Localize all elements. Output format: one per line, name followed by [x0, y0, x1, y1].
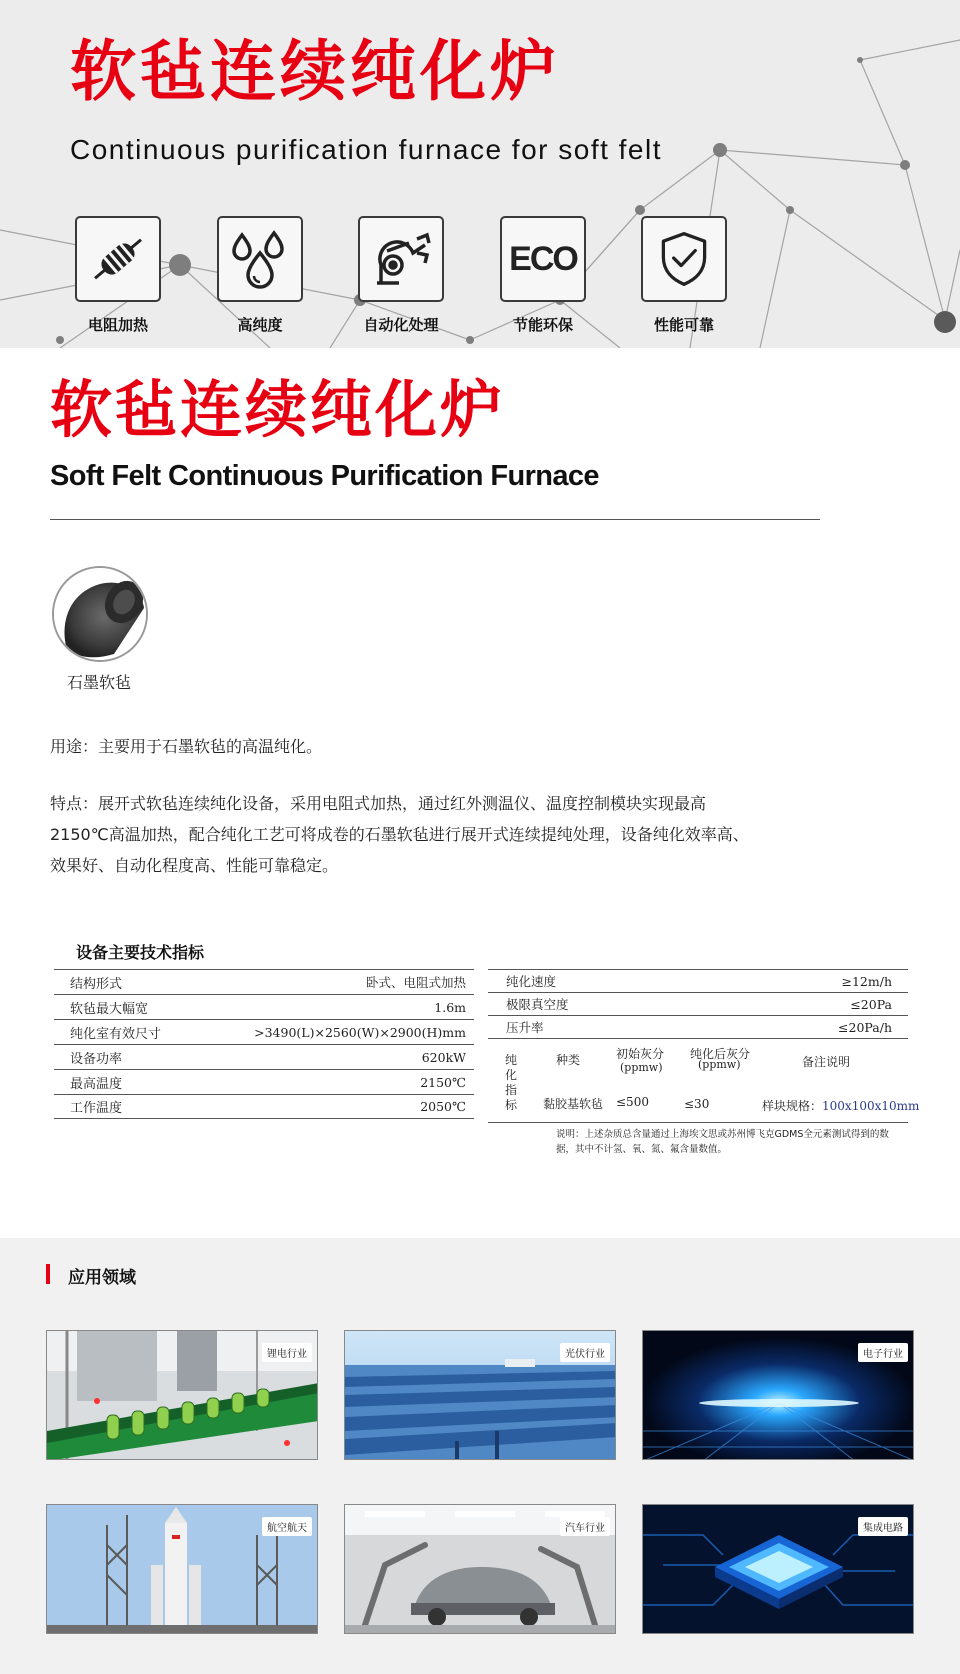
spec-label: 最高温度 — [70, 1076, 123, 1092]
banner-subtitle: Continuous purification furnace for soft felt — [70, 134, 663, 165]
specs-note-line: 说明：上述杂质总含量通过上海埃文思或苏州博飞克GDMS全元素测试得到的数 — [556, 1129, 889, 1140]
feature-label: 高纯度 — [237, 316, 283, 334]
table-row — [54, 1019, 474, 1044]
purity-label-char: 指 — [504, 1083, 517, 1097]
feature-label: 性能可靠 — [653, 316, 714, 334]
purity-label-char: 标 — [504, 1098, 517, 1112]
table-row — [54, 969, 474, 994]
usage-text: 用途：主要用于石墨软毡的高温纯化。 — [50, 737, 323, 756]
spec-label: 设备功率 — [70, 1051, 123, 1067]
features-text-line-2: 2150℃高温加热，配合纯化工艺可将成卷的石墨软毡进行展开式连续提纯处理，设备纯化效率高、 — [50, 825, 749, 844]
specs-table-right — [488, 969, 920, 1123]
table-row — [54, 1094, 474, 1119]
spec-label: 压升率 — [506, 1020, 544, 1035]
row-note-prefix: 样块规格： — [762, 1099, 823, 1113]
app-card-aerospace[interactable] — [46, 1504, 318, 1634]
spec-label: 结构形式 — [70, 976, 123, 992]
spec-value: 2150℃ — [420, 1074, 466, 1090]
col-after-unit: (ppmw) — [698, 1058, 741, 1071]
feature-label: 自动化处理 — [363, 316, 439, 334]
applications-section — [0, 1238, 960, 1674]
table-row — [488, 1015, 908, 1038]
spec-value: ≥12m/h — [841, 973, 892, 989]
purity-index-block — [488, 1038, 920, 1123]
shield-check-icon — [641, 216, 727, 302]
product-title: 软毡连续纯化炉 — [50, 373, 506, 446]
hero-banner — [0, 0, 960, 348]
table-row — [54, 1069, 474, 1094]
row-note — [762, 1097, 919, 1114]
feature-high-purity — [200, 216, 320, 335]
section-accent-bar — [46, 1264, 50, 1284]
features-text-line-1: 特点：展开式软毡连续纯化设备，采用电阻式加热，通过红外测温仪、温度控制模块实现最高 — [50, 794, 707, 813]
spec-label: 纯化室有效尺寸 — [70, 1026, 162, 1042]
graphite-felt-image — [52, 566, 148, 662]
row-note-value: 100x100x10mm — [822, 1099, 920, 1113]
spec-value: ≤20Pa — [850, 996, 892, 1012]
col-initial: 初始灰分 — [616, 1047, 665, 1061]
app-tag: 汽车行业 — [560, 1517, 610, 1536]
spec-value: >3490(L)×2560(W)×2900(H)mm — [254, 1024, 466, 1040]
purity-index-label — [504, 1053, 518, 1113]
table-row — [54, 1044, 474, 1069]
spec-value: 卧式、电阻式加热 — [365, 975, 466, 990]
app-tag: 锂电行业 — [262, 1343, 312, 1362]
col-note: 备注说明 — [802, 1055, 851, 1069]
spec-label: 软毡最大幅宽 — [70, 1001, 149, 1017]
app-tag: 集成电路 — [858, 1517, 908, 1536]
app-card-ic[interactable] — [642, 1504, 914, 1634]
row-type: 黏胶基软毡 — [543, 1097, 604, 1111]
features-text-line-3: 效果好、自动化程度高、性能可靠稳定。 — [50, 856, 339, 875]
app-card-photovoltaic[interactable] — [344, 1330, 616, 1460]
divider — [50, 519, 820, 520]
app-tag: 光伏行业 — [560, 1343, 610, 1362]
col-after: 纯化后灰分 — [690, 1047, 751, 1061]
app-card-lithium[interactable] — [46, 1330, 318, 1460]
feature-label: 电阻加热 — [87, 316, 148, 334]
table-row — [488, 992, 908, 1015]
spec-value: ≤20Pa/h — [838, 1019, 892, 1035]
eco-icon — [500, 216, 586, 302]
feature-automation — [341, 216, 461, 335]
applications-title: 应用领域 — [68, 1268, 136, 1288]
spec-value: 1.6m — [434, 999, 466, 1015]
col-initial-unit: (ppmw) — [620, 1061, 663, 1074]
feature-reliable — [624, 216, 744, 335]
product-subtitle: Soft Felt Continuous Purification Furnace — [50, 460, 599, 492]
app-tag: 电子行业 — [858, 1343, 908, 1362]
eco-icon-text: ECO — [509, 239, 577, 278]
purity-label-char: 纯 — [504, 1053, 517, 1067]
specs-note — [556, 1127, 889, 1157]
specs-note-line: 据，其中不计氢、氧、氮、氟含量数值。 — [556, 1144, 728, 1155]
spec-label: 纯化速度 — [506, 974, 557, 989]
app-card-automotive[interactable] — [344, 1504, 616, 1634]
specs-table-left — [54, 969, 474, 1119]
row-after: ≤30 — [684, 1097, 710, 1111]
feature-label: 节能环保 — [512, 316, 573, 334]
specs-heading: 设备主要技术指标 — [76, 943, 205, 962]
table-row — [54, 994, 474, 1019]
droplets-icon — [217, 216, 303, 302]
spec-label: 工作温度 — [70, 1101, 123, 1116]
feature-eco — [483, 216, 603, 335]
row-initial: ≤500 — [616, 1095, 649, 1109]
purity-label-char: 化 — [504, 1068, 517, 1082]
app-tag: 航空航天 — [262, 1517, 312, 1536]
app-card-electronics[interactable] — [642, 1330, 914, 1460]
banner-title: 软毡连续纯化炉 — [70, 33, 560, 110]
resistor-icon — [75, 216, 161, 302]
col-type: 种类 — [556, 1053, 581, 1067]
spec-label: 极限真空度 — [506, 997, 569, 1012]
spec-value: 2050℃ — [420, 1099, 466, 1114]
feature-resistance-heating — [58, 216, 178, 335]
robot-arm-icon — [358, 216, 444, 302]
table-row — [488, 969, 908, 992]
spec-value: 620kW — [421, 1049, 466, 1065]
material-label: 石墨软毡 — [67, 673, 132, 692]
